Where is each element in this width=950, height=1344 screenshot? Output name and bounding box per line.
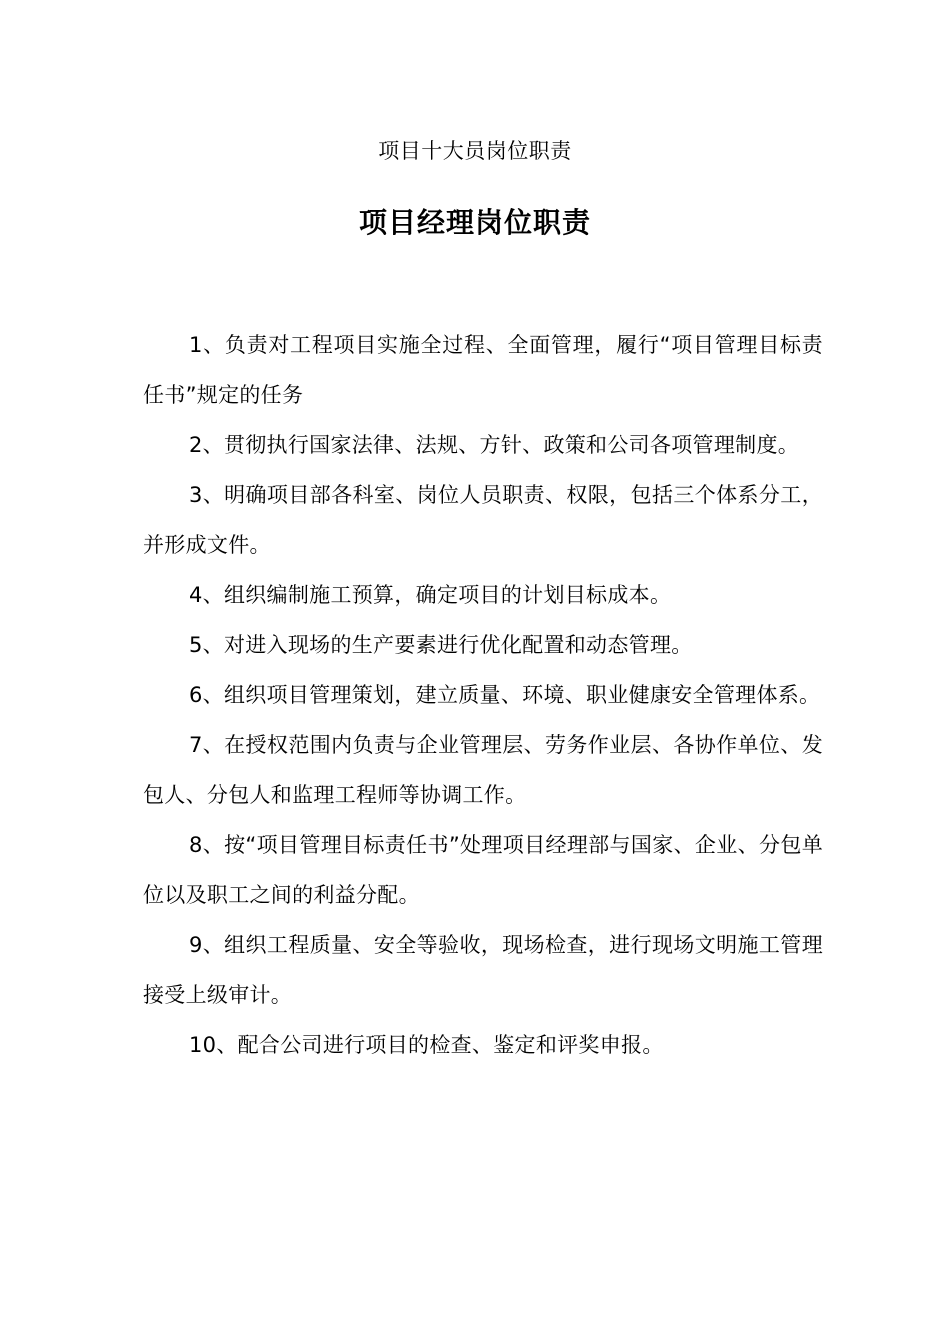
document-subtitle: 项目十大员岗位职责 [378,139,572,163]
duty-item-3: 3、明确项目部各科室、岗位人员职责、权限，包括三个体系分工，并形成文件。 [143,483,823,557]
duty-item-4: 4、组织编制施工预算，确定项目的计划目标成本。 [189,583,672,607]
duty-item-10: 10、配合公司进行项目的检查、鉴定和评奖申报。 [189,1033,664,1057]
duty-item-6: 6、组织项目管理策划，建立质量、环境、职业健康安全管理体系。 [189,683,821,707]
duty-item-5: 5、对进入现场的生产要素进行优化配置和动态管理。 [189,633,693,657]
duty-item-8: 8、按“项目管理目标责任书”处理项目经理部与国家、企业、分包单位以及职工之间的利益分配。 [143,833,823,907]
duty-list [143,320,823,1070]
document-title: 项目经理岗位职责 [358,206,591,239]
duty-item-1: 1、负责对工程项目实施全过程、全面管理，履行“项目管理目标责任书”规定的任务 [143,333,823,407]
duty-item-2: 2、贯彻执行国家法律、法规、方针、政策和公司各项管理制度。 [189,433,800,457]
duty-item-9: 9、组织工程质量、安全等验收，现场检查，进行现场文明施工管理接受上级审计。 [143,933,823,1007]
duty-item-7: 7、在授权范围内负责与企业管理层、劳务作业层、各协作单位、发包人、分包人和监理工程师等协调工作。 [143,733,823,807]
